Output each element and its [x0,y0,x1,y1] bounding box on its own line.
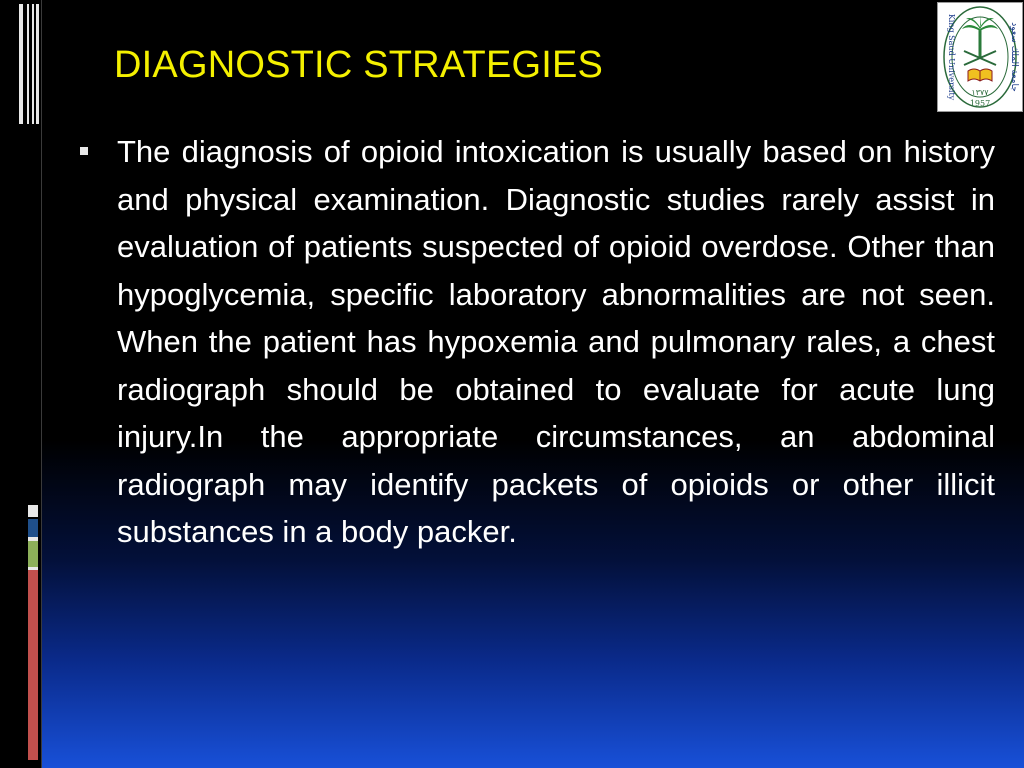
bullet-paragraph: The diagnosis of opioid intoxication is usually based on history and physical examination. Diagnostic studies rarely assist in evaluation of patients suspected of opioid overdose. Other than hypoglycemia, specific laboratory abnormalities are not seen. When the patient has hypoxemia and pulmonary rales, a chest radiograph should be obtained to evaluate for acute lung injury.In the appropriate circumstances, an abdominal radiograph may identify packets of opioids or other illicit substances in a body packer. [117,134,995,549]
decorative-color-bars [28,505,38,765]
university-logo [937,2,1023,112]
svg-text:King Saud University: King Saud University [947,13,956,101]
slide-title: DIAGNOSTIC STRATEGIES [114,44,604,86]
bullet-square-icon [80,147,88,155]
svg-text:1957: 1957 [969,99,991,108]
decorative-lines-icon [18,4,40,124]
svg-text:جامعة الملك سعود: جامعة الملك سعود [1009,22,1019,92]
left-decoration-strip [0,0,42,768]
svg-text:١٣٧٧: ١٣٧٧ [971,88,989,97]
palm-swords-book-emblem-icon [938,3,1022,111]
